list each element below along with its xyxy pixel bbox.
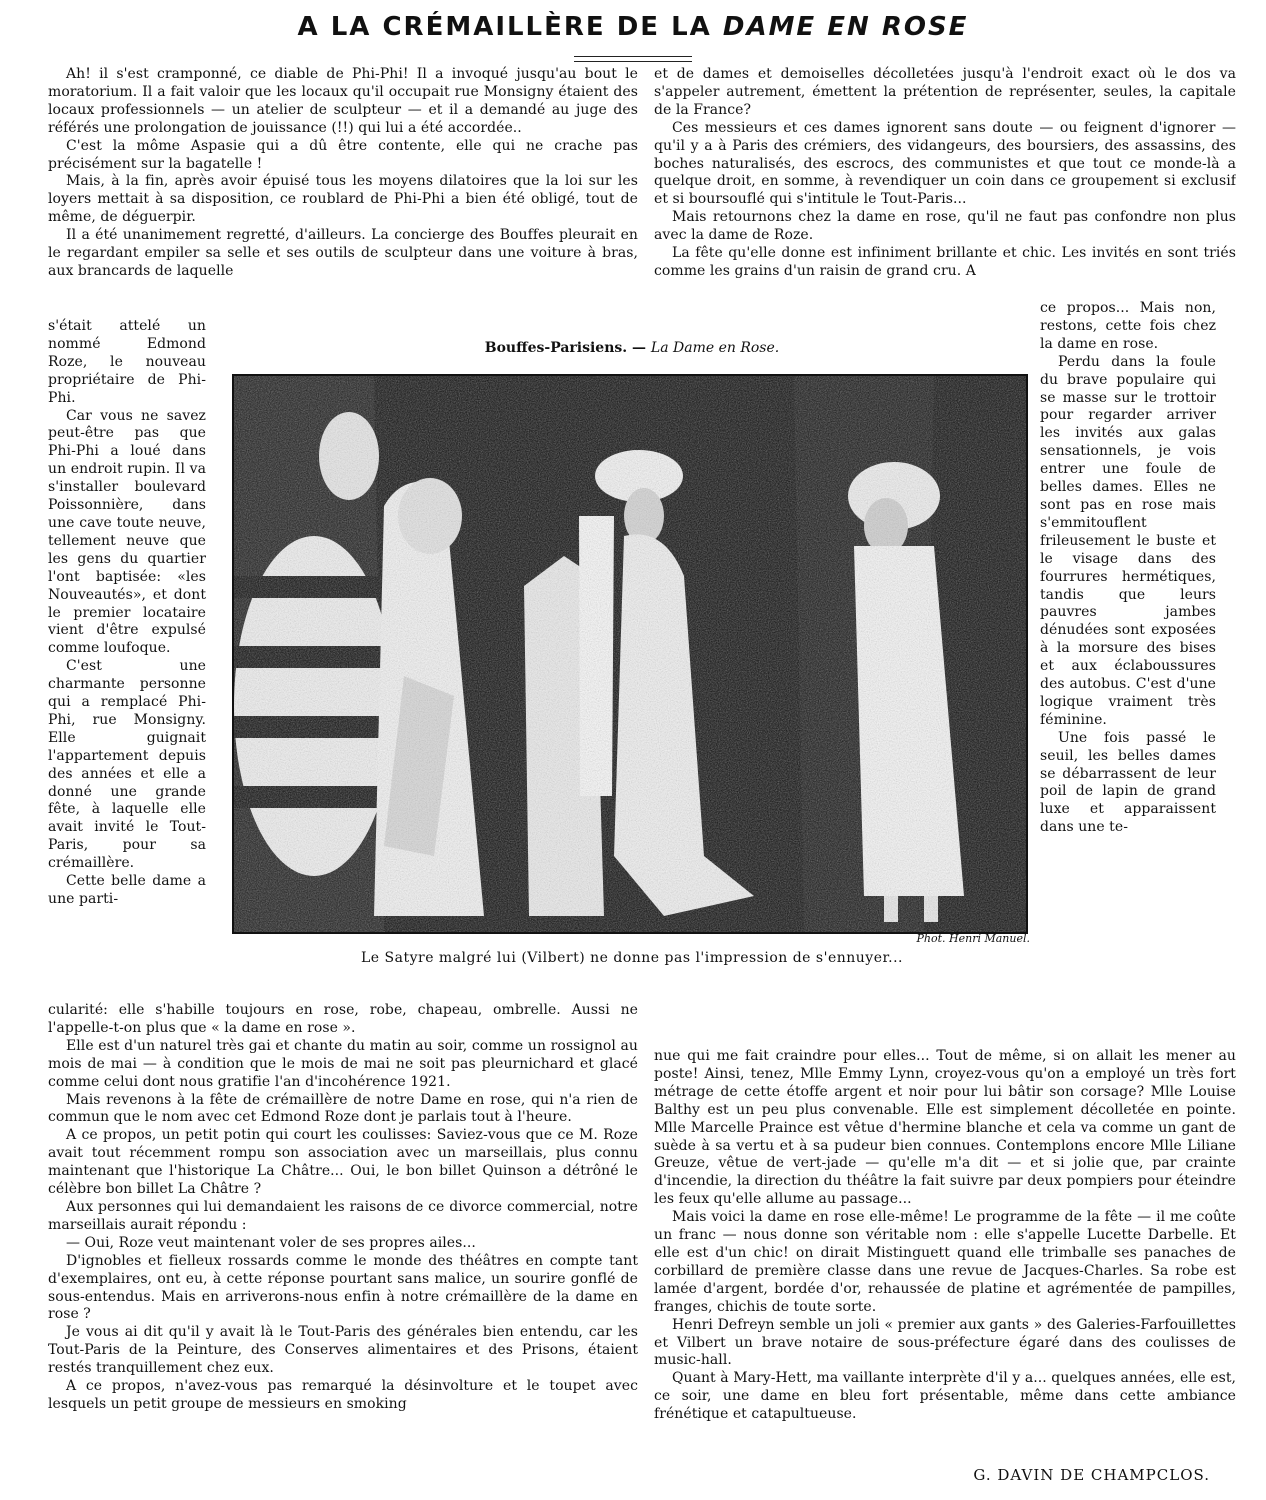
right-column-top [654, 66, 1236, 281]
title-part-1: A LA CRÉMAILLÈRE DE LA [297, 12, 723, 42]
right-column-bottom [654, 1048, 1236, 1424]
photo-credit: Phot. Henri Manuel. [916, 932, 1030, 945]
paragraph: nue qui me fait craindre pour elles... Tout de même, si on allait les mener au poste! Ainsi, tenez, Mlle Emmy Lynn, croyez-vous qu'on a employé un très fort métrage de cette étoffe argent et noir pour lui bâtir son corsage? Mlle Louise Balthy est un peu plus convenable. Elle est simplement décolletée en pointe. Mlle Marcelle Praince est vêtue d'hermine blanche et cela va comme un gant de suède à sa vertu et à sa pudeur bien connues. Contemplons encore Mlle Liliane Greuze, vêtue de vert-jade — qu'elle m'a dit — et si jolie que, par crainte d'incendie, la direction du théâtre la fait suivre par deux pompiers pour éteindre les feux qu'elle allume au passage... [654, 1048, 1236, 1208]
caption-theatre: Bouffes-Parisiens. — [484, 340, 651, 356]
paragraph: Il a été unanimement regretté, d'ailleurs. La concierge des Bouffes pleurait en le regardant empiler sa selle et ses outils de sculpteur dans une voiture à bras, aux brancards de laquelle [48, 227, 638, 279]
paragraph: Mais, à la fin, après avoir épuisé tous les moyens dilatoires que la loi sur les loyers mettait à sa disposition, ce roublard de Phi-Phi a bien été obligé, tout de même, de déguerpir. [48, 173, 638, 226]
left-column-top [48, 66, 638, 281]
paragraph: Mais voici la dame en rose elle-même! Le programme de la fête — il me coûte un franc — nous donne son véritable nom : elle s'appelle Lucette Darbelle. Et elle est d'un chic! on dirait Mistinguett quand elle trimballe ses panaches de corbillard de première classe dans une revue de Jacques-Charles. Sa robe est lamée d'argent, bordée d'or, rehaussée de platine et agrémentée de pampilles, franges, chichis de toute sorte. [654, 1209, 1236, 1315]
paragraph: s'était attelé un nommé Edmond Roze, le nouveau propriétaire de Phi-Phi. [48, 318, 206, 406]
paragraph: ce propos... Mais non, restons, cette fois chez la dame en rose. [1040, 300, 1216, 352]
paragraph: Quant à Mary-Hett, ma vaillante interprète d'il y a... quelques années, elle est, ce soir, une dame en bleu fort présentable, même dans cette ambiance frénétique et catapultueuse. [654, 1370, 1236, 1423]
article-title [0, 14, 1266, 40]
stage-photo [232, 374, 1028, 934]
paragraph: et de dames et demoiselles décolletées jusqu'à l'endroit exact où le dos va s'appeler autrement, émettent la prétention de représenter, seules, la capitale de la France? [654, 66, 1236, 118]
left-column-bottom [48, 1002, 638, 1414]
paragraph: Elle est d'un naturel très gai et chante du matin au soir, comme un rossignol au mois de mai — à condition que le mois de mai ne soit pas pleurnichard et glacé comme celui dont nous gratifie l'an d'incohérence 1921. [48, 1037, 638, 1090]
caption-play: La Dame en Rose. [650, 340, 780, 356]
paragraph: A ce propos, un petit potin qui court les coulisses: Saviez-vous que ce M. Roze avait tout récemment rompu son association avec un marseillais, plus connu maintenant que l'historique La Châtre... Oui, le bon billet Quinson a détrôné le célèbre bon billet La Châtre ? [48, 1127, 638, 1198]
paragraph: Mais revenons à la fête de crémaillère de notre Dame en rose, qui n'a rien de commun que le nom avec cet Edmond Roze dont je parlais tout à l'heure. [48, 1091, 638, 1126]
paragraph: Ah! il s'est cramponné, ce diable de Phi-Phi! Il a invoqué jusqu'au bout le moratorium. Il a fait valoir que les locaux qu'il occupait rue Monsigny étaient des locaux professionnels — un atelier de sculpteur — et il a demandé au juge des référés une prolongation de jouissance (!!) qui lui a été accordée.. [48, 66, 638, 136]
paragraph: Une fois passé le seuil, les belles dames se débarrassent de leur poil de lapin de grand luxe et apparaissent dans une te- [1040, 729, 1216, 836]
paragraph: Cette belle dame a une parti- [48, 873, 206, 907]
paragraph: C'est une charmante personne qui a remplacé Phi-Phi, rue Monsigny. Elle guignait l'appartement depuis des années et elle a donné une grande fête, à laquelle elle avait invité le Tout-Paris, pour sa crémaillère. [48, 658, 206, 872]
paragraph: A ce propos, n'avez-vous pas remarqué la désinvolture et le toupet avec lesquels un petit groupe de messieurs en smoking [48, 1378, 638, 1412]
title-ornament-rule [574, 56, 692, 62]
right-narrow-column [1040, 300, 1216, 837]
paragraph: C'est la môme Aspasie qui a dû être contente, elle qui ne crache pas précisément sur la bagatelle ! [48, 137, 638, 172]
paragraph: Aux personnes qui lui demandaient les raisons de ce divorce commercial, notre marseillais aurait répondu : [48, 1198, 638, 1233]
paragraph: Ces messieurs et ces dames ignorent sans doute — ou feignent d'ignorer — qu'il y a à Paris des crémiers, des vidangeurs, des boursiers, des assassins, des boches naturalisés, des escrocs, des communistes et que tout ce monde-là a quelque droit, en somme, à revendiquer un coin dans ce groupement si exclusif et si boursouflé qui s'intitule le Tout-Paris... [654, 119, 1236, 208]
paragraph: Je vous ai dit qu'il y avait là le Tout-Paris des générales bien entendu, car les Tout-Paris de la Peinture, des Conserves alimentaires et des Prisons, étaient restés tranquillement chez eux. [48, 1324, 638, 1377]
paragraph: Perdu dans la foule du brave populaire qui se masse sur le trottoir pour regarder arriver les invités aux galas sensationnels, je vois entrer une foule de belles dames. Elles ne sont pas en rose mais s'emmitouflent frileusement le buste et le visage dans des fourrures hermétiques, tandis que leurs pauvres jambes dénudées sont exposées à la morsure des bises et aux éclaboussures des autobus. C'est d'une logique vraiment très féminine. [1040, 353, 1216, 728]
left-narrow-column [48, 318, 206, 909]
paragraph: — Oui, Roze veut maintenant voler de ses propres ailes... [66, 1234, 476, 1251]
author-signature: G. DAVIN DE CHAMPCLOS. [973, 1466, 1210, 1484]
paragraph: Mais retournons chez la dame en rose, qu'il ne faut pas confondre non plus avec la dame de Roze. [654, 209, 1236, 244]
paragraph: cularité: elle s'habille toujours en rose, robe, chapeau, ombrelle. Aussi ne l'appelle-t-on plus que « la dame en rose ». [48, 1002, 638, 1036]
paragraph: La fête qu'elle donne est infiniment brillante et chic. Les invités en sont triés comme les grains d'un raisin de grand cru. A [654, 245, 1236, 279]
paragraph: Car vous ne savez peut-être pas que Phi-Phi a loué dans un endroit rupin. Il va s'installer boulevard Poissonnière, dans une cave toute neuve, tellement neuve que les gens du quartier l'ont baptisée: «les Nouveautés», et dont le premier locataire vient d'être expulsé comme loufoque. [48, 407, 206, 657]
paragraph: Henri Defreyn semble un joli « premier aux gants » des Galeries-Farfouillettes et Vilbert un brave notaire de sous-préfecture égaré dans des coulisses de music-hall. [654, 1316, 1236, 1369]
photo-caption-top [232, 340, 1032, 356]
title-part-2: DAME EN ROSE [722, 12, 969, 42]
photo-caption-bottom: Le Satyre malgré lui (Vilbert) ne donne pas l'impression de s'ennuyer... [361, 950, 903, 966]
stage-photo-image [234, 376, 1026, 932]
paragraph: D'ignobles et fielleux rossards comme le monde des théâtres en compte tant d'exemplaires, ont eu, à cette réponse pourtant sans malice, un sourire gonflé de sous-entendus. Mais en arriverons-nous enfin à notre crémaillère de la dame en rose ? [48, 1252, 638, 1323]
